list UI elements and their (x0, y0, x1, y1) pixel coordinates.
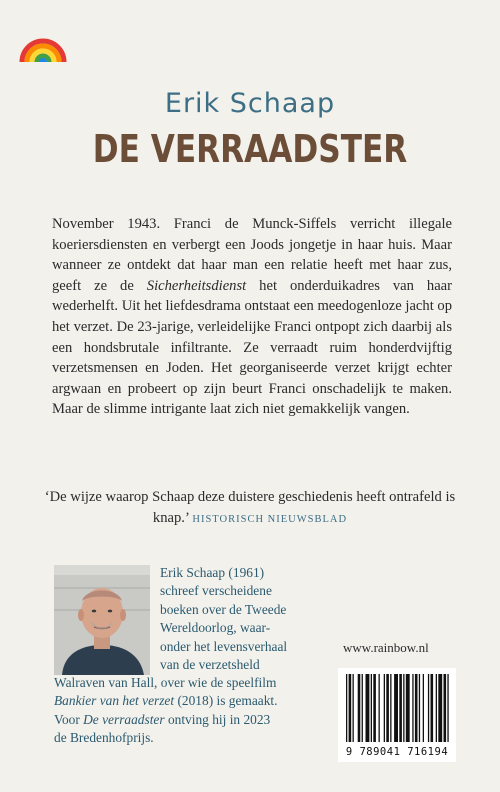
barcode-bar (390, 674, 391, 742)
author-photo (54, 565, 150, 675)
blurb-part-2: het onderduikadres van haar wederhelft. Uit het liefdesdrama ontstaat een meedogenloze jacht op het verzet. De 23-jarige, verleidelijke Franci ontpopt zich daarbij als een hondsbrutale infiltrante. Ze verraadt ruim honderdvijftig verzetsmensen en Joden. Het georganiseerde verzet krijgt echter argwaan en probeert op zijn beurt Franci onschadelijk te maken. Maar de slimme intrigante laat zich niet gemakkelijk vangen. (52, 277, 453, 418)
bio-line: van de verzetsheld (160, 657, 260, 673)
barcode-bars (338, 668, 456, 748)
blurb-text (52, 214, 452, 420)
barcode-bar (358, 674, 361, 742)
bio-line: boeken over de Tweede (160, 601, 287, 617)
barcode-bar (403, 674, 404, 742)
barcode-bar (373, 674, 376, 742)
bio-line: onder het levensverhaal (160, 638, 288, 654)
book-title: DE VERRAADSTER (92, 127, 408, 171)
bio-line: Wereldoorlog, waar- (160, 620, 271, 636)
barcode-bar (386, 674, 389, 742)
bio-line: Walraven van Hall, over wie de speelfilm (54, 675, 277, 690)
quote-text: ‘De wijze waarop Schaap deze duistere geschiedenis heeft ontrafeld is knap.’ (44, 489, 456, 526)
barcode-bar (379, 674, 380, 742)
barcode-bar (438, 674, 442, 742)
bio-line: Erik Schaap (1961) (160, 565, 265, 580)
bio-film-title: Bankier van het verzet (54, 693, 175, 709)
barcode-bar (362, 674, 363, 742)
barcode-bar (419, 674, 420, 742)
publisher-website: www.rainbow.nl (343, 640, 429, 655)
barcode-bar (384, 674, 385, 742)
barcode-bar (349, 674, 352, 742)
barcode-bar (444, 674, 447, 742)
barcode-bar (428, 674, 429, 742)
bio-line: Bankier van het verzet (2018) is gemaakt. (54, 693, 278, 709)
barcode-bar (371, 674, 372, 742)
barcode-bar (423, 674, 424, 742)
barcode-bar (436, 674, 437, 742)
rainbow-logo-icon (18, 18, 68, 64)
barcode-bar (399, 674, 402, 742)
barcode-bar (366, 674, 370, 742)
bio-line: Voor De verraadster ontving hij in 2023 (54, 711, 271, 727)
barcode-bar (412, 674, 413, 742)
barcode-bar (447, 674, 448, 742)
blurb-part-1: November 1943. Franci de Munck-Siffels verricht illegale koeriersdiensten en verbergt een Joods jongetje in haar huis. Maar wanneer ze ontdekt dat haar man een relatie heeft met haar zus, geeft ze de (52, 216, 452, 294)
barcode-bar (353, 674, 354, 742)
bio-book-title: De verraadster (83, 711, 165, 727)
isbn-number: 9 789041 716194 (345, 746, 449, 758)
quote-source: HISTORISCH NIEUWSBLAD (192, 513, 348, 525)
barcode-bar (431, 674, 434, 742)
barcode-bar (406, 674, 410, 742)
barcode-bar (346, 674, 347, 742)
author-name: Erik Schaap (164, 88, 336, 119)
author-bio-continued (54, 674, 344, 748)
bio-line: schreef verscheidene (160, 583, 272, 599)
review-quote (40, 487, 460, 530)
blurb-emphasis: Sicherheitsdienst (146, 277, 247, 294)
bio-line: de Bredenhofprijs. (54, 730, 154, 746)
barcode (338, 668, 456, 762)
barcode-bar (415, 674, 418, 742)
author-bio (160, 564, 340, 674)
barcode-bar (394, 674, 398, 742)
